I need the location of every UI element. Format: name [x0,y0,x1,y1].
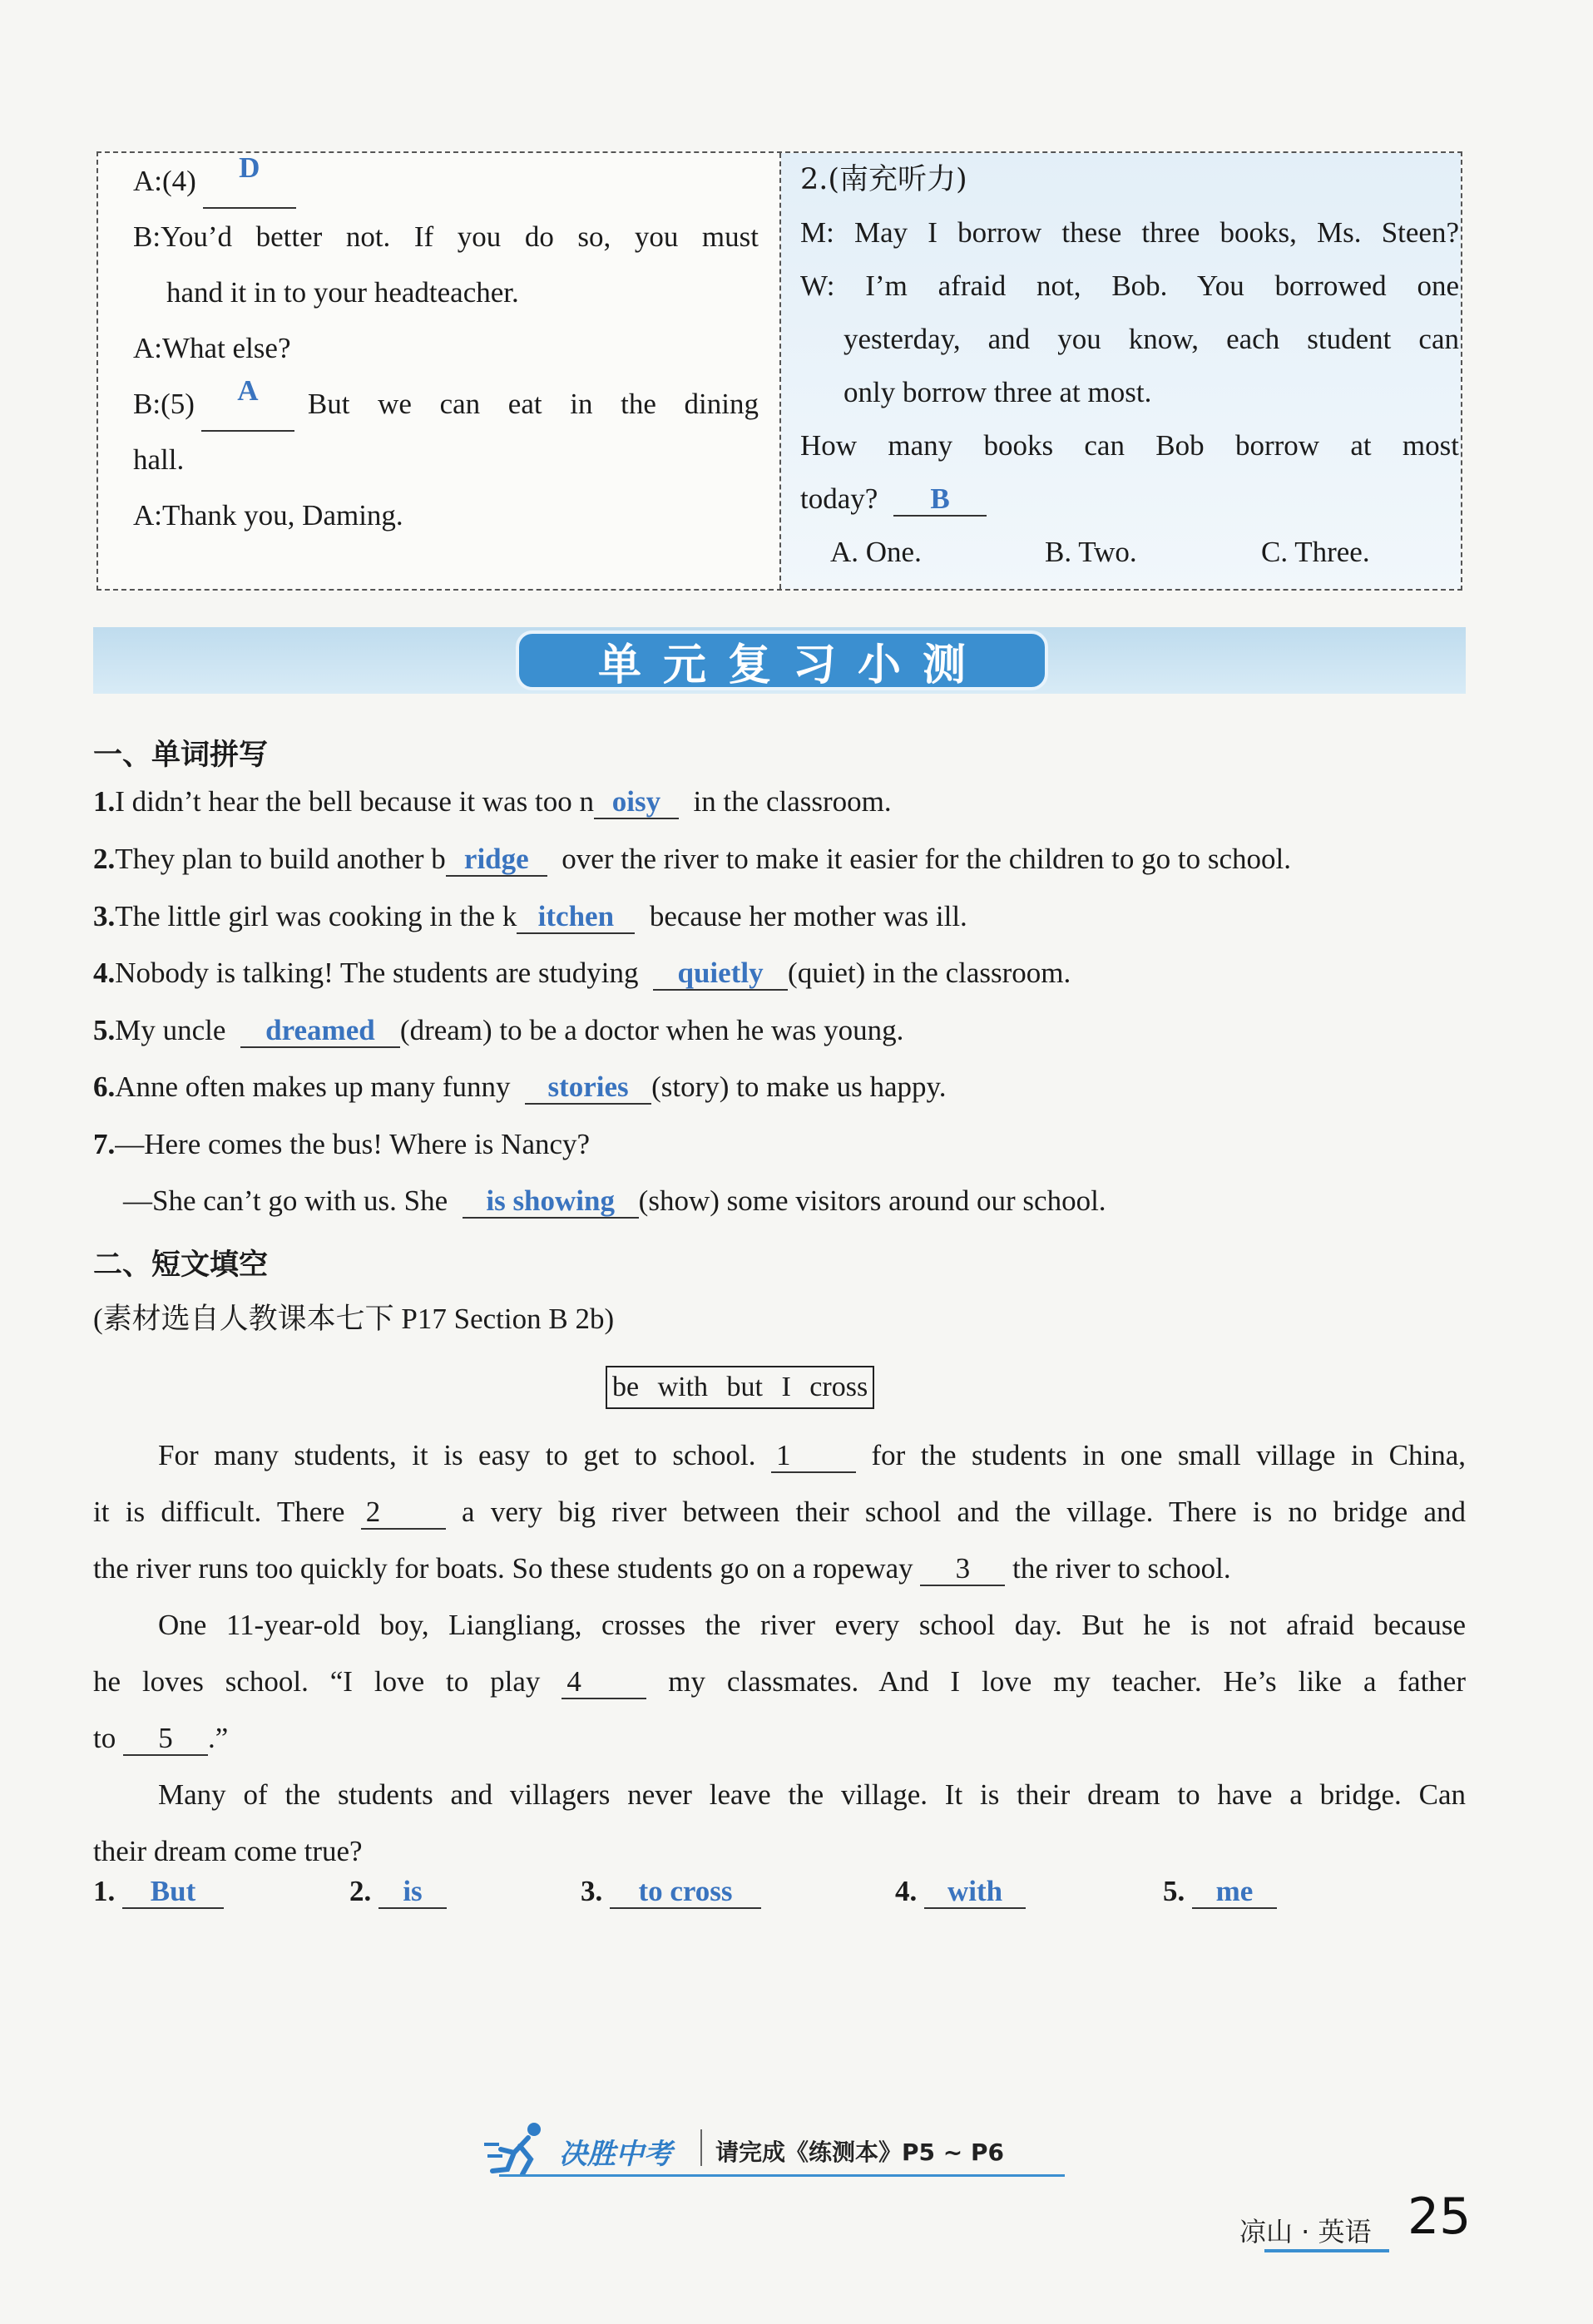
passage-paragraph-1 [93,1427,1466,1597]
passage-line: For many students, it is easy to get to school. 1 for the students in one small village in China, [158,1439,1467,1471]
listening-title: 2.(南充听力) [800,163,967,196]
exercise-item: —She can’t go with us. She is showing (show) some visitors around our school. [123,1184,1106,1217]
passage-line: the river runs too quickly for boats. So these students go on a ropeway 3 the river to school. [93,1552,1231,1585]
blank: 1 [771,1441,856,1473]
answer-blank: quietly [653,958,788,991]
exercise-item: 2.They plan to build another b ridge over the river to make it easier for the children to go to school. [93,843,1291,875]
footer-logo: 决胜中考 [559,2138,672,2171]
exercise-item: 7.—Here comes the bus! Where is Nancy? [93,1128,591,1160]
options-row [800,526,1459,579]
answer-blank: D [203,153,296,209]
dialogue-line: B: (5) A But we can eat in the dining [133,376,759,432]
page-number: 25 [1407,2188,1472,2246]
blank: 4 [562,1667,646,1699]
region-underline [1264,2249,1389,2252]
answer-blank: to cross [610,1877,761,1909]
dialogue-line: W: I’m afraid not, Bob. You borrowed one [800,269,1459,302]
answer-blank: is [378,1877,447,1909]
passage-paragraph-3 [93,1767,1466,1880]
answer-blank: dreamed [240,1016,400,1048]
dialogue-divider [779,153,781,589]
exercise-item: 5.My uncle dreamed (dream) to be a doctor when he was young. [93,1014,904,1046]
dialogue-line: A: What else? [133,332,291,364]
passage-line: One 11-year-old boy, Liangliang, crosses the river every school day. But he is not afraid because [158,1609,1466,1641]
blank: 3 [920,1554,1005,1586]
dialogue-line: A: Thank you, Daming. [133,499,403,532]
answer-item: 5. me [1163,1875,1277,1909]
dialogue-line: yesterday, and you know, each student can [843,323,1459,355]
source-note: (素材选自人教课本七下 P17 Section B 2b) [93,1303,615,1335]
passage-paragraph-2 [93,1597,1466,1767]
dialogue-line: hand it in to your headteacher. [166,276,519,309]
option: A. One. [830,536,922,568]
footer-instruction: 请完成《练测本》P5 ~ P6 [715,2139,1004,2166]
dialogue-line: hall. [133,443,185,476]
answer-blank: A [201,376,294,432]
exercise-item: 1.I didn’t hear the bell because it was too n oisy in the classroom. [93,785,892,818]
dialogue-line: A: (4) D [133,153,759,209]
word-box: be with but I cross [606,1366,874,1409]
answer-item: 1. But [93,1875,224,1909]
passage-line: to 5 .” [93,1722,229,1754]
blank: 5 [123,1723,208,1756]
exercise-item: 6.Anne often makes up many funny stories (story) to make us happy. [93,1071,947,1103]
answer-blank: is showing [463,1186,639,1219]
answer-blank: ridge [446,844,547,877]
answer-item: 4. with [895,1875,1026,1909]
answer-blank: me [1192,1877,1277,1909]
passage-line: he loves school. “I love to play 4 my classmates. And I love my teacher. He’s like a father [93,1665,1466,1698]
dialogue-line: B: You’d better not. If you do so, you must [133,220,759,253]
dialogue-line: M: May I borrow these three books, Ms. Steen? [800,216,1459,249]
footer-separator [700,2129,702,2166]
answer-blank: B [893,484,987,517]
question-text: How many books can Bob borrow at most [800,429,1459,462]
section1-heading: 一、单词拼写 [93,739,269,772]
answer-blank: But [122,1877,224,1909]
answer-blank: with [924,1877,1026,1909]
answer-blank: oisy [594,787,679,819]
page-region: 凉山 · 英语 [1239,2216,1372,2247]
footer-underline [499,2174,1065,2177]
option: B. Two. [1045,536,1137,568]
dialogue-line: only borrow three at most. [843,376,1152,408]
passage-line: Many of the students and villagers never leave the village. It is their dream to have a bridge. Can [158,1778,1466,1811]
passage-line: it is difficult. There 2 a very big river between their school and the village. There is no bridge and [93,1496,1467,1528]
question-line: today? B [800,472,1459,526]
listening-question [800,153,1459,579]
dialogue-left-column [133,153,759,543]
blank: 2 [361,1497,446,1530]
answer-blank: stories [525,1072,651,1105]
answer-item: 3. to cross [581,1875,761,1909]
answer-item: 2. is [349,1875,447,1909]
exercise-item: 4.Nobody is talking! The students are studying quietly (quiet) in the classroom. [93,957,1071,989]
runner-icon [482,2119,557,2182]
option: C. Three. [1261,536,1370,568]
exercise-item: 3.The little girl was cooking in the k itchen because her mother was ill. [93,900,967,932]
section2-heading: 二、短文填空 [93,1249,269,1282]
answer-blank: itchen [517,902,635,934]
banner-title: 单元复习小测 [516,630,1048,690]
passage-line: their dream come true? [93,1835,363,1867]
